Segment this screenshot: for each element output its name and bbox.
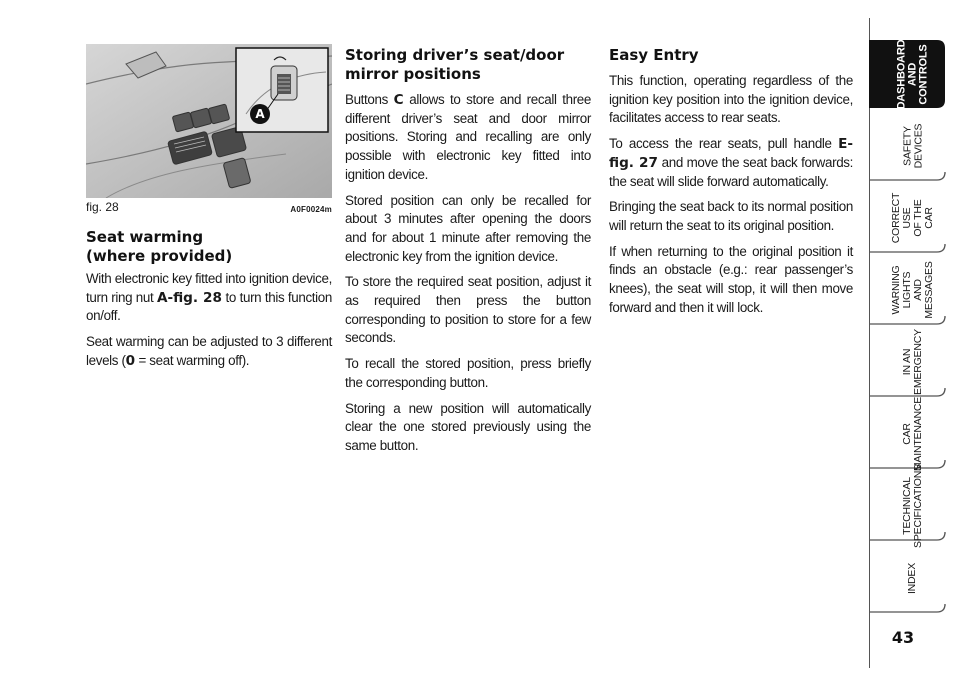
tab-label: DASHBOARD AND CONTROLS <box>895 39 930 109</box>
tab-dashboard-and-controls[interactable] <box>869 38 960 110</box>
easy-entry-paragraph-3: Bringing the seat back to its normal position will return the seat to its original position. <box>609 199 853 233</box>
tab-label: INDEX <box>906 562 919 594</box>
tab-safety-devices[interactable] <box>869 110 960 182</box>
seat-warming-heading: Seat warming (where provided) <box>86 228 233 265</box>
door-panel-illustration <box>86 44 332 198</box>
storing-positions-heading: Storing driver’s seat/door mirror positions <box>345 46 565 83</box>
figure-code: A0F0024m <box>290 205 332 214</box>
tab-in-an-emergency[interactable] <box>869 326 960 398</box>
tab-label-box <box>883 38 943 110</box>
figure-caption-row <box>86 200 332 214</box>
page-number: 43 <box>891 628 915 647</box>
tab-label: IN AN EMERGENCY <box>901 329 925 395</box>
seat-warming-paragraph-2: Seat warming can be adjusted to 3 different levels (0 = seat warming off). <box>86 334 332 369</box>
tab-label-box <box>883 326 943 398</box>
storing-paragraph-4: To recall the stored position, press briefly the corresponding button. <box>345 356 591 390</box>
storing-paragraph-2: Stored position can only be recalled for about 3 minutes after opening the doors and for about 1 minute after removing the electronic key from the ignition device. <box>345 192 591 264</box>
tab-label-box <box>883 542 943 614</box>
easy-entry-paragraph-2: To access the rear seats, pull handle E-fig. 27 and move the seat back forwards: the seat will slide forward automatically. <box>609 136 854 189</box>
tab-technical-specifications[interactable] <box>869 464 960 548</box>
easy-entry-paragraph-4: If when returning to the original position it finds an obstacle (e.g.: rear passenger’s knees), the seat will stop, it will then move forward and then it will lock. <box>609 243 853 315</box>
tab-label-box <box>883 254 943 326</box>
storing-paragraph-3: To store the required seat position, adjust it as required then press the button corresponding to position to store for a few seconds. <box>345 274 591 346</box>
left-column <box>86 44 332 378</box>
tab-car-maintenance[interactable] <box>869 398 960 470</box>
tab-warning-lights-and-messages[interactable] <box>869 254 960 326</box>
right-column <box>609 44 853 324</box>
middle-column <box>345 44 591 463</box>
callout-a: A <box>250 104 270 124</box>
storing-paragraph-1: Buttons C allows to store and recall three different driver’s seat and door mirror positions. Storing and recalling are only possible with electronic key fitted into ignition device. <box>345 92 591 182</box>
tab-label-box <box>883 398 943 470</box>
tab-label: CORRECT USE OF THE CAR <box>890 192 935 244</box>
tab-label-box <box>883 464 943 548</box>
tab-label: WARNING LIGHTS AND MESSAGES <box>890 261 935 319</box>
storing-paragraph-5: Storing a new position will automatically clear the one stored previously using the same button. <box>345 400 591 453</box>
chapter-tabs <box>869 18 960 618</box>
seat-warming-paragraph-1: With electronic key fitted into ignition device, turn ring nut A-fig. 28 to turn this function on/off. <box>86 271 332 324</box>
tab-correct-use-of-the-car[interactable] <box>869 182 960 254</box>
tab-label: CAR MAINTENANCE <box>901 396 925 472</box>
tab-label: SAFETY DEVICES <box>900 123 924 169</box>
tab-label-box <box>883 110 943 182</box>
tab-label: TECHNICAL SPECIFICATIONS <box>901 464 924 548</box>
easy-entry-paragraph-1: This function, operating regardless of the ignition key position into the ignition device, facilitates access to rear seats. <box>609 73 853 126</box>
tab-index[interactable] <box>869 542 960 614</box>
easy-entry-heading: Easy Entry <box>609 46 699 64</box>
figure-caption: fig. 28 <box>86 200 119 214</box>
tab-label-box <box>883 182 943 254</box>
figure-door-panel-image <box>86 44 332 198</box>
